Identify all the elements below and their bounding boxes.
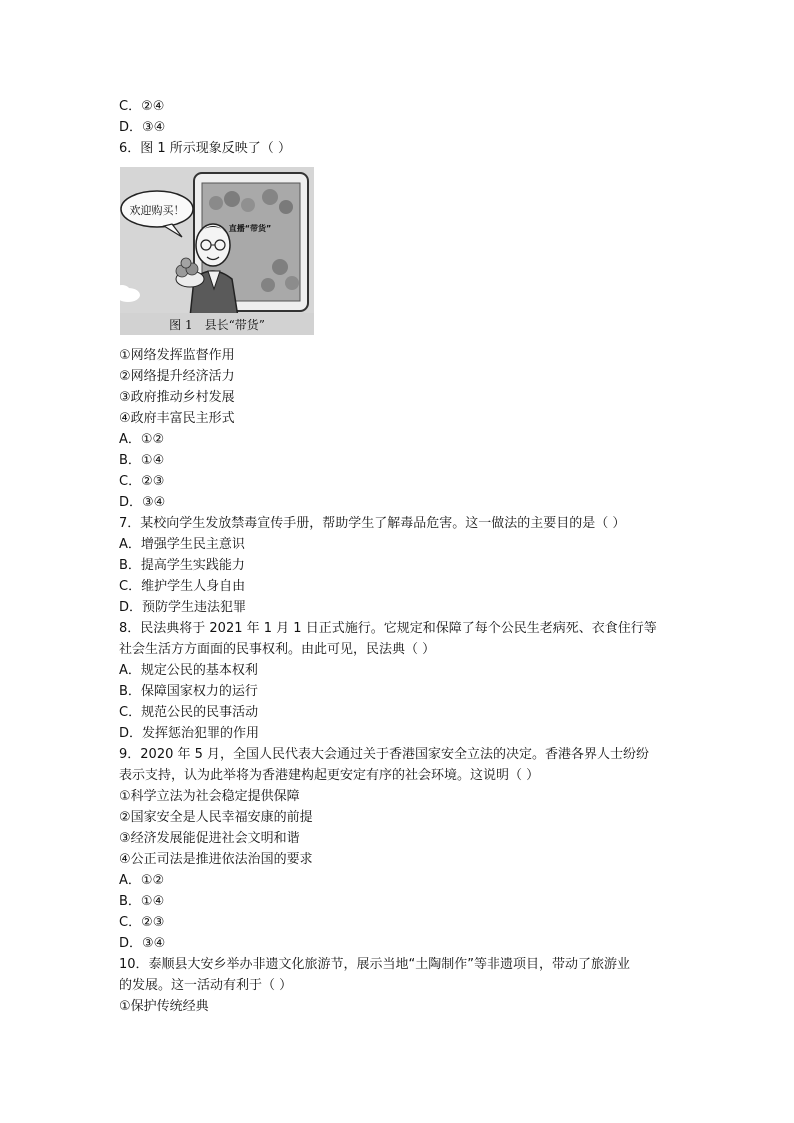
question-6: 6．图 1 所示现象反映了（ ） [119, 141, 291, 156]
answer-option: B．①④ [119, 453, 165, 468]
question-8-cont: 社会生活方方面面的民事权利。由此可见，民法典（ ） [119, 642, 436, 657]
answer-option: C．②③ [119, 474, 165, 489]
speech-text: 欢迎购买！ [129, 204, 185, 217]
option-statement: ②国家安全是人民幸福安康的前提 [119, 810, 313, 825]
figure-1 [120, 167, 314, 335]
option-statement: ②网络提升经济活力 [119, 369, 235, 384]
answer-option: B．保障国家权力的运行 [119, 684, 258, 699]
answer-option: B．提高学生实践能力 [119, 558, 245, 573]
option-statement: ①保护传统经典 [119, 999, 209, 1014]
question-7: 7．某校向学生发放禁毒宣传手册，帮助学生了解毒品危害。这一做法的主要目的是（ ） [119, 516, 626, 531]
question-9-cont: 表示支持，认为此举将为香港建构起更安定有序的社会环境。这说明（ ） [119, 768, 540, 783]
question-10: 10．泰顺县大安乡举办非遗文化旅游节，展示当地“土陶制作”等非遗项目，带动了旅游业 [119, 957, 631, 972]
option-statement: ③经济发展能促进社会文明和谐 [119, 831, 300, 846]
answer-option: C．②③ [119, 915, 165, 930]
text-line: C．②④ [119, 99, 165, 114]
text-line: D．③④ [119, 120, 166, 135]
answer-option: D．③④ [119, 936, 166, 951]
answer-option: A．①② [119, 873, 165, 888]
answer-option: D．预防学生违法犯罪 [119, 600, 247, 615]
answer-option: A．规定公民的基本权利 [119, 663, 258, 678]
answer-option: D．③④ [119, 495, 166, 510]
screen-label: 直播“带货” [228, 224, 272, 233]
option-statement: ④公正司法是推进依法治国的要求 [119, 852, 313, 867]
livestream-illustration [120, 167, 314, 335]
answer-option: D．发挥惩治犯罪的作用 [119, 726, 260, 741]
answer-option: A．①② [119, 432, 165, 447]
answer-option: C．规范公民的民事活动 [119, 705, 259, 720]
option-statement: ④政府丰富民主形式 [119, 411, 235, 426]
option-statement: ①科学立法为社会稳定提供保障 [119, 789, 300, 804]
option-statement: ①网络发挥监督作用 [119, 348, 235, 363]
question-8: 8．民法典将于 2021 年 1 月 1 日正式施行。它规定和保障了每个公民生老病死、衣食住行等 [119, 621, 657, 636]
answer-option: A．增强学生民主意识 [119, 537, 245, 552]
figure-caption: 图 1 县长“带货” [169, 318, 265, 332]
answer-option: B．①④ [119, 894, 165, 909]
option-statement: ③政府推动乡村发展 [119, 390, 235, 405]
answer-option: C．维护学生人身自由 [119, 579, 246, 594]
question-9: 9．2020 年 5 月，全国人民代表大会通过关于香港国家安全立法的决定。香港各界人士纷纷 [119, 747, 650, 762]
question-10-cont: 的发展。这一活动有利于（ ） [119, 978, 293, 993]
